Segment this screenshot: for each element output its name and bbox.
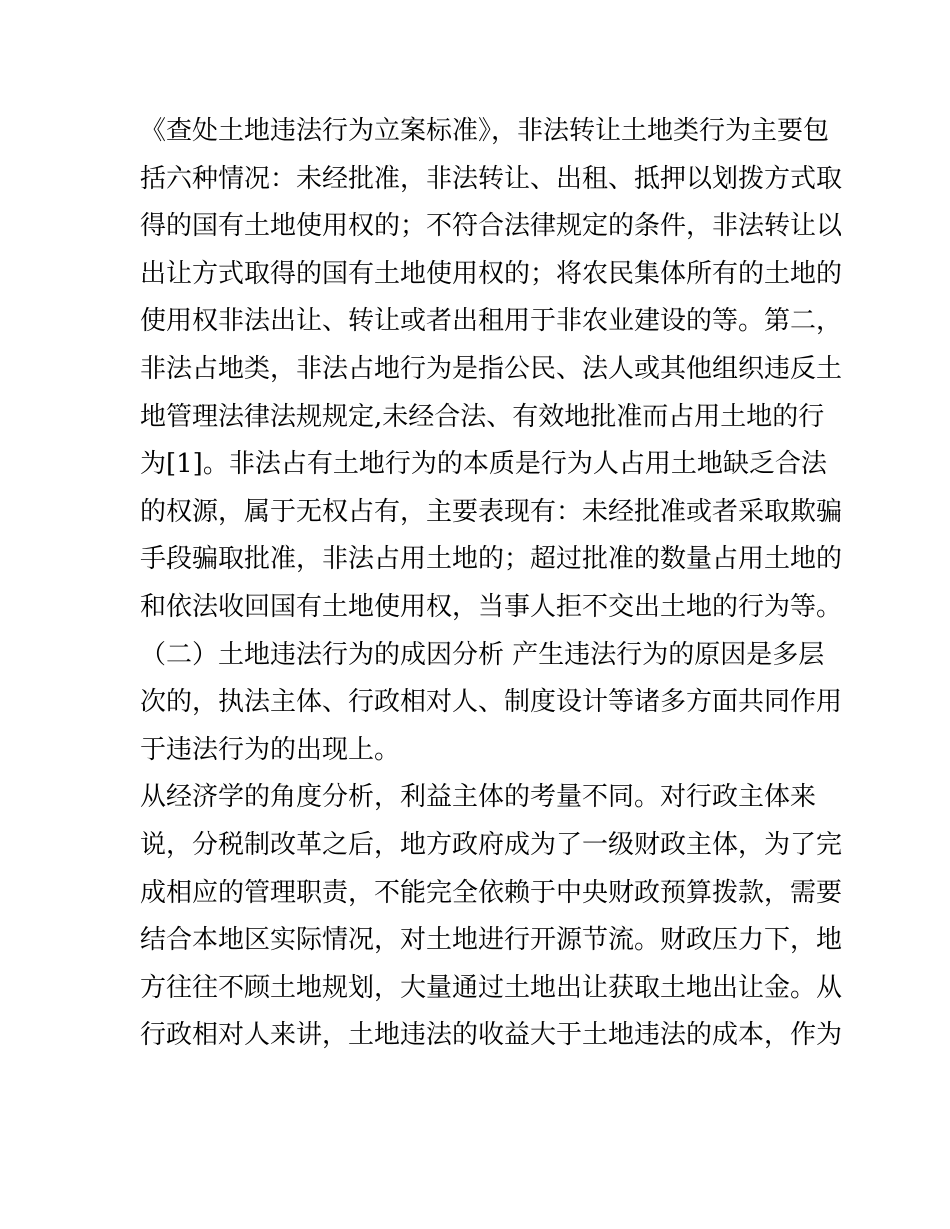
section-heading-line: （二）土地违法行为的成因分析 产生违法行为的原因是多层 bbox=[140, 639, 825, 670]
text-line: 和依法收回国有土地使用权，当事人拒不交出土地的行为等。 bbox=[140, 591, 843, 622]
text-line: 的权源，属于无权占有，主要表现有：未经批准或者采取欺骗 bbox=[140, 496, 843, 527]
text-line: 《查处土地违法行为立案标准》，非法转让土地类行为主要包 bbox=[140, 116, 830, 146]
text-line: 为[1]。非法占有土地行为的本质是行为人占用土地缺乏合法 bbox=[140, 449, 827, 480]
text-line: 非法占地类，非法占地行为是指公民、法人或其他组织违反土 bbox=[140, 353, 843, 384]
text-line: 次的，执法主体、行政相对人、制度设计等诸多方面共同作用 bbox=[140, 687, 843, 718]
text-line: 结合本地区实际情况，对土地进行开源节流。财政压力下，地 bbox=[140, 925, 843, 956]
text-line: 手段骗取批准，非法占用土地的；超过批准的数量占用土地的 bbox=[140, 544, 843, 575]
text-line: 使用权非法出让、转让或者出租用于非农业建设的等。第二， bbox=[140, 306, 843, 337]
text-line: 于违法行为的出现上。 bbox=[140, 734, 401, 765]
text-line: 括六种情况：未经批准，非法转让、出租、抵押以划拨方式取 bbox=[140, 163, 843, 194]
body-text bbox=[140, 108, 843, 1060]
text-line: 成相应的管理职责，不能完全依赖于中央财政预算拨款，需要 bbox=[140, 877, 843, 908]
text-line: 行政相对人来讲，土地违法的收益大于土地违法的成本，作为 bbox=[140, 1020, 843, 1051]
text-line: 说，分税制改革之后，地方政府成为了一级财政主体，为了完 bbox=[140, 829, 843, 860]
text-line: 方往往不顾土地规划，大量通过土地出让获取土地出让金。从 bbox=[140, 972, 843, 1003]
text-line: 出让方式取得的国有土地使用权的；将农民集体所有的土地的 bbox=[140, 258, 843, 289]
text-line: 地管理法律法规规定,未经合法、有效地批准而占用土地的行 bbox=[140, 401, 825, 432]
text-line: 从经济学的角度分析，利益主体的考量不同。对行政主体来 bbox=[140, 782, 817, 813]
text-line: 得的国有土地使用权的；不符合法律规定的条件，非法转让以 bbox=[140, 211, 843, 242]
